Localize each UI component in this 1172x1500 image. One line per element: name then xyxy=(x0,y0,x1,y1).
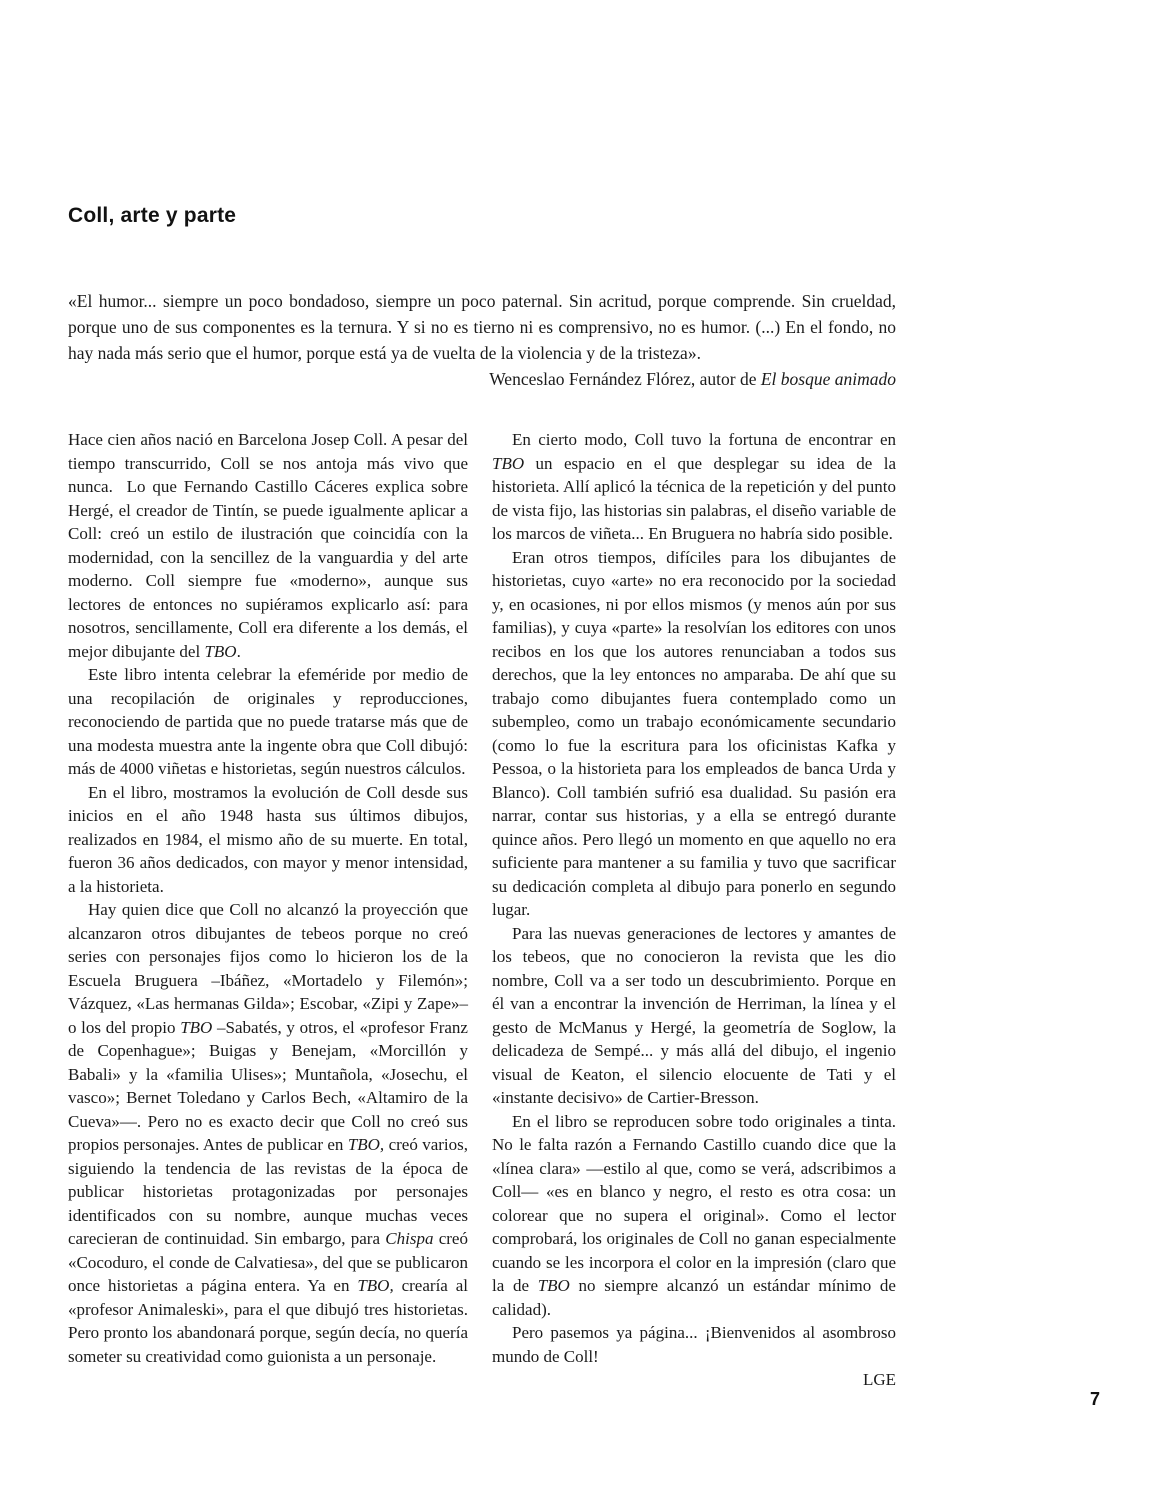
italic-text: TBO xyxy=(537,1276,570,1295)
epigraph-attribution xyxy=(68,366,896,392)
text-segment: –Sabatés, y otros, el «profesor Franz de Copenhague»; Buigas y Benejam, «Morcillón y Babali» y la «familia Ulises»; Muntañola, «Josechu, el vasco»; Bernet Toledano y Carlos Bech, «Altamiro de la Cueva»—. Pero no es exacto decir que Coll no creó sus propios personajes. Antes de publicar en xyxy=(68,1017,468,1154)
epigraph-quote: «El humor... siempre un poco bondadoso, siempre un poco paternal. Sin acritud, porque comprende. Sin crueldad, porque uno de sus componentes es la ternura. Y si no es tierno ni es comprensivo, no es humor. (...) En el fondo, no hay nada más serio que el humor, porque está ya de vuelta de la violencia y de la tristeza». xyxy=(68,291,896,363)
right-column xyxy=(492,428,896,1392)
right-para-1 xyxy=(492,428,896,546)
text-segment: un espacio en el que desplegar su idea de la historieta. Allí aplicó la técnica de la repetición y del punto de vista fijo, las historias sin palabras, el diseño variable de los marcos de viñeta... En Bruguera no habría sido posible. xyxy=(492,453,896,543)
text-segment: Wenceslao Fernández Flórez, autor de xyxy=(489,369,761,389)
italic-text: TBO, xyxy=(347,1135,385,1154)
right-para-5 xyxy=(492,1321,896,1368)
text-segment: Hay quien dice que Coll no alcanzó la proyección que alcanzaron otros dibujantes de tebeos porque no creó series con personajes fijos como lo hicieron los de la Escuela Bruguera –Ibáñez, «Mortadelo y Filemón»; Vázquez, «Las hermanas Gilda»; Escobar, «Zipi y Zape»– o los del propio xyxy=(68,900,468,1037)
right-para-4 xyxy=(492,1110,896,1322)
text-segment: Hace cien años nació en Barcelona Josep Coll. A pesar del tiempo transcurrido, Coll se nos antoja más vivo que nunca. Lo que Fernando Castillo Cáceres explica sobre Hergé, el creador de Tintín, se puede igualmente aplicar a Coll: creó un estilo de ilustración que coincidía con la modernidad, con la sencillez de la vanguardia y del arte moderno. Coll siempre fue «moderno», aunque sus lectores de entonces no supiéramos explicarlo así: para nosotros, sencillamente, Coll era diferente a los demás, el mejor dibujante del xyxy=(68,430,468,661)
italic-text: Chispa xyxy=(385,1229,434,1248)
italic-text: TBO xyxy=(180,1017,213,1037)
text-segment: Para las nuevas generaciones de lectores y amantes de los tebeos, que no conocieron la revista que les dio nombre, Coll va a ser todo un descubrimiento. Porque en él van a encontrar la invención de Herriman, la línea y el gesto de McManus y Hergé, la geometría de Soglow, la delicadeza de Sempé... y más allá del dibujo, el ingenio visual de Keaton, el silencio elocuente de Tati y el «instante decisivo» de Cartier-Bresson. xyxy=(492,923,896,1107)
right-para-3 xyxy=(492,922,896,1110)
italic-text: El bosque animado xyxy=(760,369,896,389)
text-segment: crearía al «profesor Animaleski», para el que dibujó tres historietas. Pero pronto los abandonará porque, según decía, no quería someter su creatividad como guionista a un personaje. xyxy=(68,1276,468,1366)
text-segment: . xyxy=(236,641,241,661)
text-segment: Pero pasemos ya página... ¡Bienvenidos al asombroso mundo de Coll! xyxy=(492,1323,896,1366)
page-title: Coll, arte y parte xyxy=(68,204,237,227)
left-para-4 xyxy=(68,898,468,1368)
text-segment: Este libro intenta celebrar la efeméride por medio de una recopilación de originales y reproducciones, reconociendo de partida que no puede tratarse más que de una modesta muestra ante la ingente obra que Coll dibujó: más de 4000 viñetas e historietas, según nuestros cálculos. xyxy=(68,665,468,778)
left-para-3 xyxy=(68,781,468,899)
text-segment: Eran otros tiempos, difíciles para los dibujantes de historietas, cuyo «arte» no era reconocido por la sociedad y, en ocasiones, ni por ellos mismos (y menos aún por sus familias), y cuya «parte» la resolvían los editores con unos recibos en los que los autores renunciaban a todos sus derechos, que la ley entonces no amparaba. De ahí que su trabajo como dibujantes fuera contemplado como un subempleo, como un trabajo económicamente secundario (como lo fue la escritura para los oficinistas Kafka y Pessoa, o la historieta para los empleados de banca Urda y Blanco). Coll también sufrió esa dualidad. Su pasión era narrar, contar sus historias, y a ella se entregó durante quince años. Pero llegó un momento en que aquello no era suficiente para mantener a su familia y tuvo que sacrificar su dedicación completa al dibujo para ponerlo en segundo lugar. xyxy=(492,547,896,919)
left-para-2 xyxy=(68,663,468,781)
text-segment: En cierto modo, Coll tuvo la fortuna de encontrar en xyxy=(512,430,896,449)
text-segment: En el libro se reproducen sobre todo originales a tinta. No le falta razón a Fernando Castillo cuando dice que la «línea clara» —estilo al que, como se verá, adscribimos a Coll— «es en blanco y negro, el resto es otra cosa: un colorear que no supera el original». Como el lector comprobará, los originales de Coll no ganan especialmente cuando se les incorpora el color en la impresión (claro que la de xyxy=(492,1111,896,1295)
italic-text: TBO xyxy=(492,453,525,473)
italic-text: TBO, xyxy=(357,1276,394,1295)
text-segment: creó varios, siguiendo la tendencia de las revistas de la época de publicar historietas protagonizadas por personajes identificados con su nombre, aunque muchas veces carecieran de continuidad. Sin embargo, para xyxy=(68,1135,468,1248)
signature-initials xyxy=(492,1368,896,1392)
epigraph xyxy=(68,288,896,392)
text-segment: En el libro, mostramos la evolución de Coll desde sus inicios en el año 1948 hasta sus últimos dibujos, realizados en 1984, el mismo año de su muerte. En total, fueron 36 años dedicados, con mayor y menor intensidad, a la historieta. xyxy=(68,782,468,896)
text-segment: creó «Cocoduro, el conde de Calvatiesa», del que se publicaron once historietas a página entera. Ya en xyxy=(68,1229,468,1295)
left-column xyxy=(68,428,468,1392)
two-column-text-block xyxy=(68,428,896,1392)
left-para-1 xyxy=(68,428,468,663)
text-segment: no siempre alcanzó un estándar mínimo de calidad). xyxy=(492,1276,896,1319)
italic-text: TBO xyxy=(204,641,237,661)
right-para-2 xyxy=(492,546,896,922)
page-number: 7 xyxy=(1090,1389,1101,1409)
text-segment: LGE xyxy=(862,1370,896,1389)
